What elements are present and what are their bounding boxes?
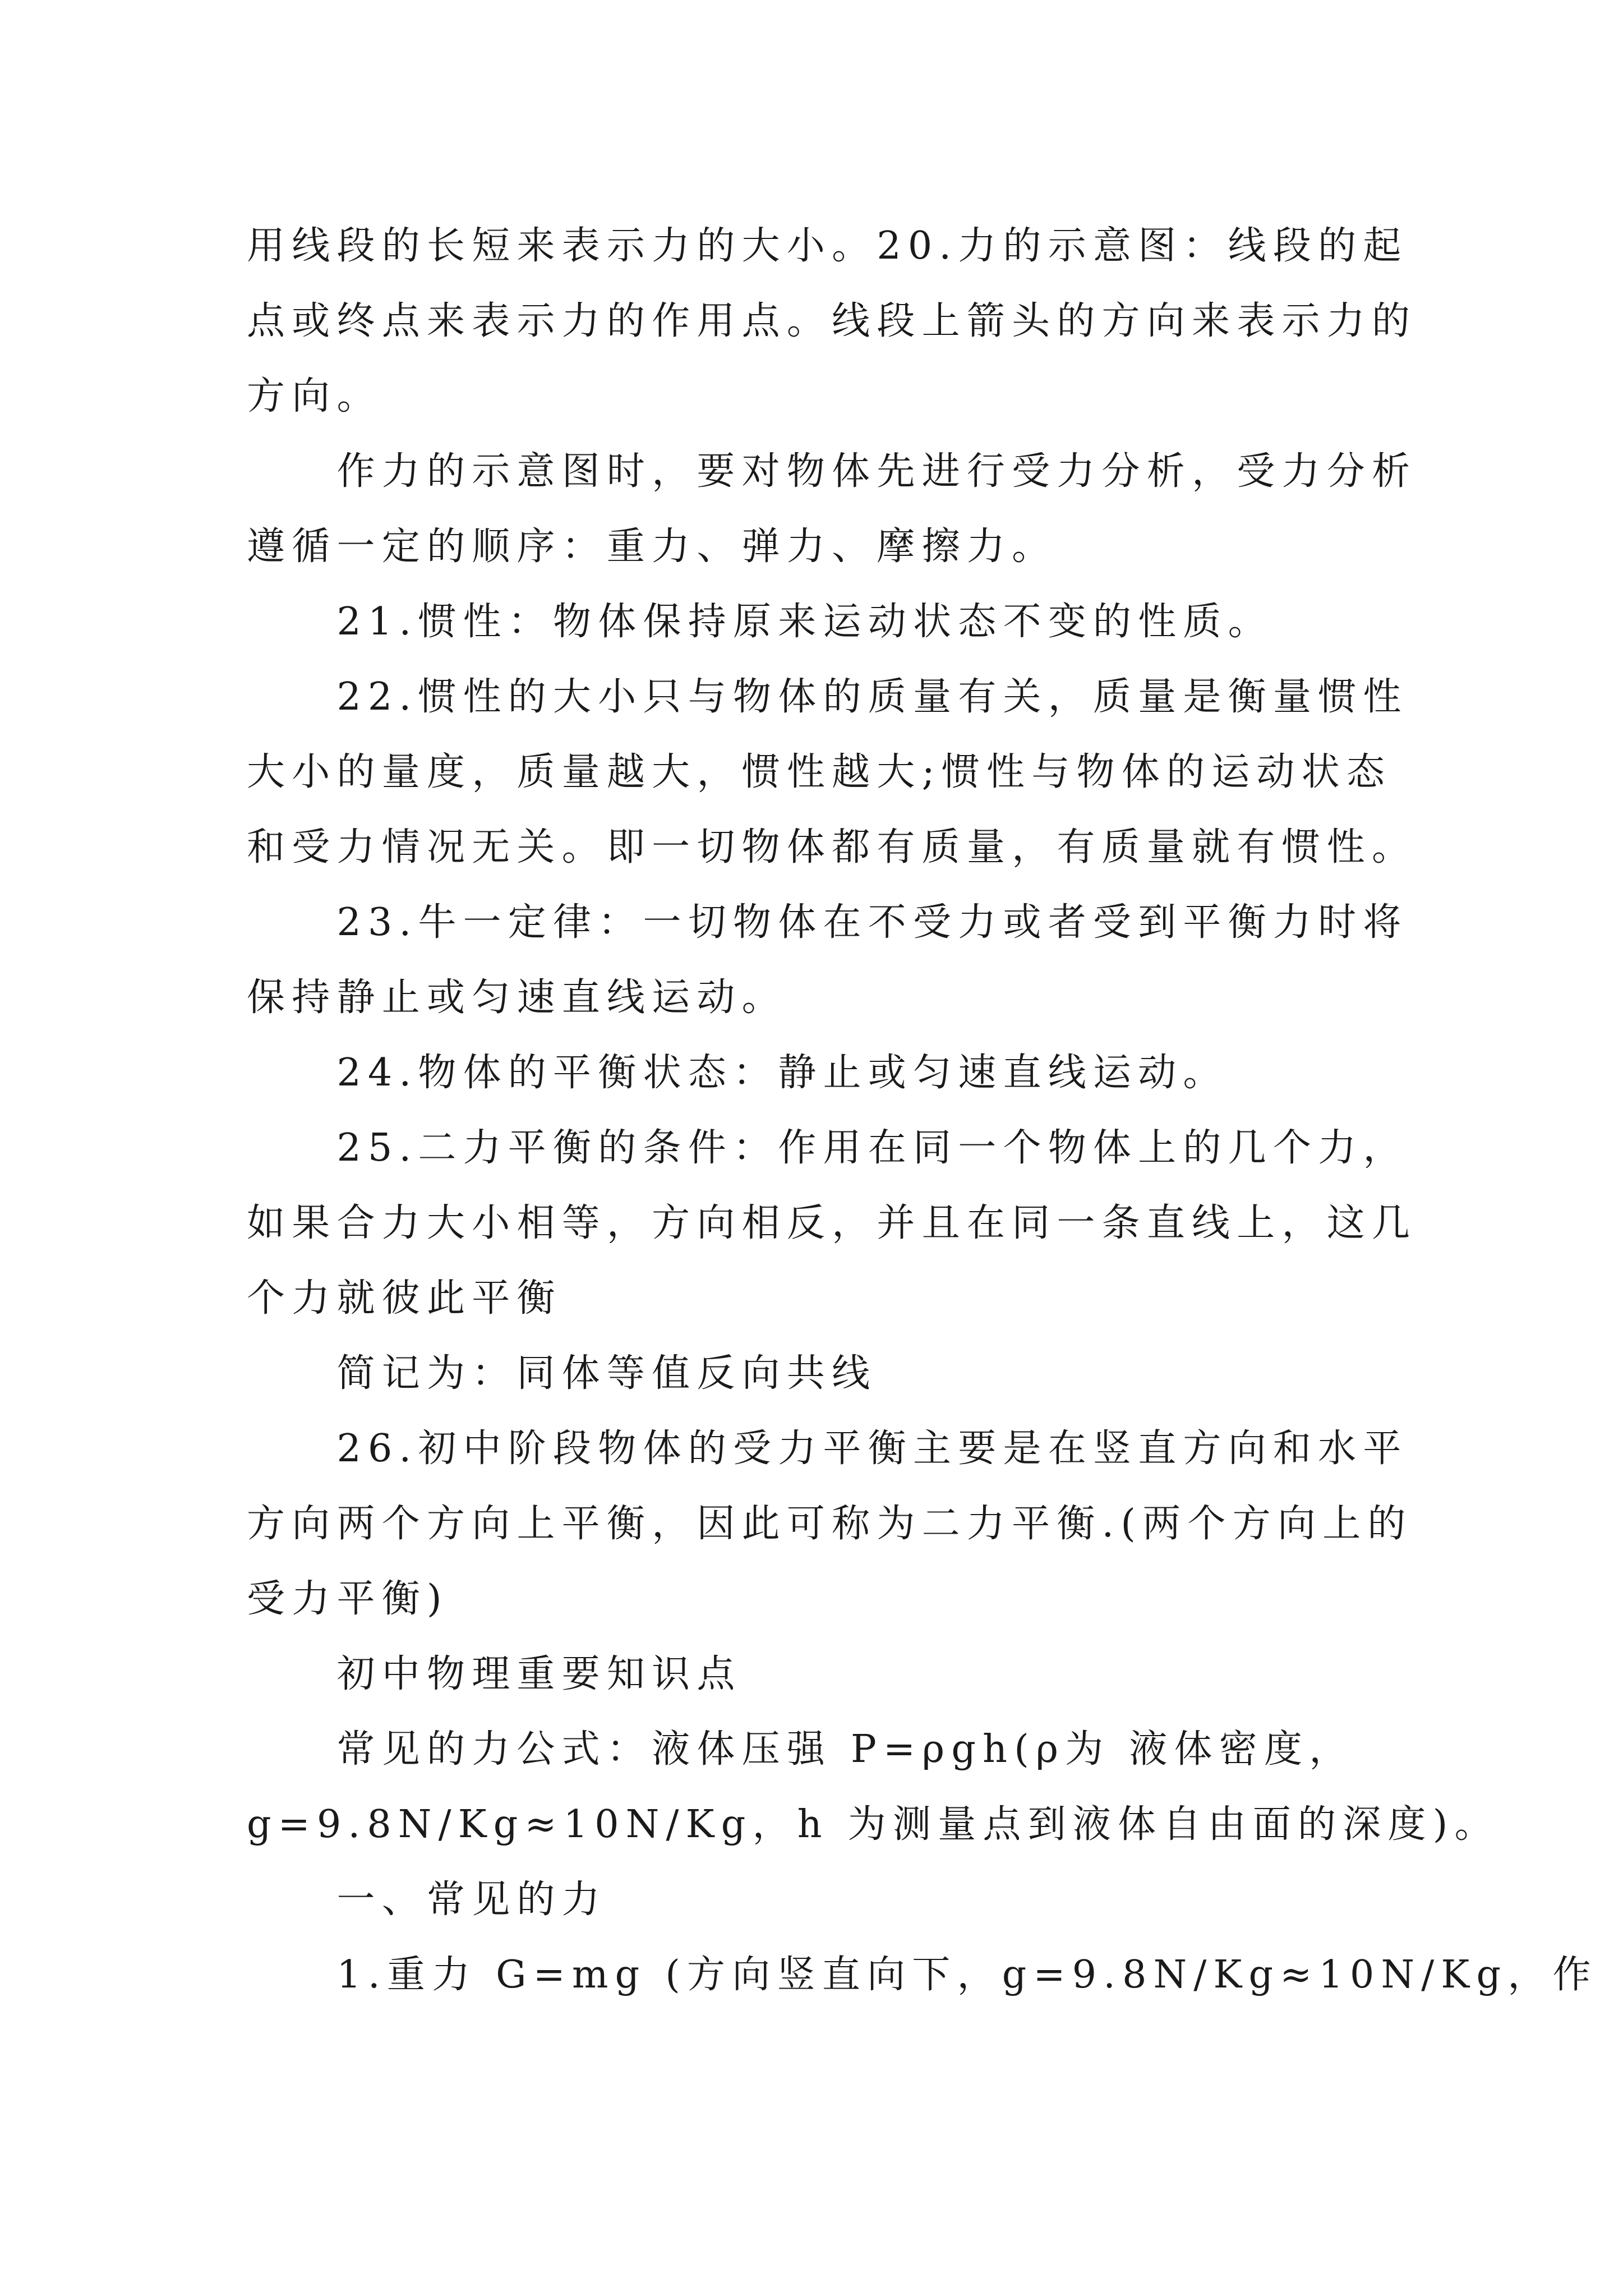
paragraph bbox=[247, 660, 1417, 885]
text-line: 24.物体的平衡状态：静止或匀速直线运动。 bbox=[336, 1051, 1228, 1095]
paragraph bbox=[247, 1036, 1391, 1111]
paragraph bbox=[247, 885, 1408, 1036]
text-line: 用线段的长短来表示力的大小。20.力的示意图：线段的起 bbox=[247, 224, 1408, 268]
text-line: 和受力情况无关。即一切物体都有质量，有质量就有惯性。 bbox=[247, 825, 1417, 869]
text-line: 大小的量度，质量越大，惯性越大;惯性与物体的运动状态 bbox=[247, 750, 1392, 794]
text-line: 26.初中阶段物体的受力平衡主要是在竖直方向和水平 bbox=[336, 1427, 1408, 1471]
paragraph bbox=[247, 1336, 1391, 1411]
paragraph bbox=[247, 434, 1417, 585]
text-line: 方向两个方向上平衡，因此可称为二力平衡.(两个方向上的 bbox=[247, 1502, 1413, 1546]
text-line: 作力的示意图时，要对物体先进行受力分析，受力分析 bbox=[336, 449, 1417, 494]
paragraph bbox=[247, 1411, 1413, 1637]
text-line: 保持静止或匀速直线运动。 bbox=[247, 976, 787, 1020]
section-heading: 一、常见的力 bbox=[336, 1878, 607, 1922]
text-line: 1.重力 G=mg (方向竖直向下，g=9.8N/Kg≈10N/Kg，作 bbox=[336, 1953, 1598, 1997]
paragraph bbox=[247, 1637, 1391, 1712]
paragraph bbox=[247, 585, 1391, 660]
text-line: 遵循一定的顺序：重力、弹力、摩擦力。 bbox=[247, 524, 1057, 569]
paragraph bbox=[247, 1862, 1391, 1938]
paragraph bbox=[247, 209, 1417, 434]
text-line: 点或终点来表示力的作用点。线段上箭头的方向来表示力的 bbox=[247, 299, 1417, 343]
text-line: 25.二力平衡的条件：作用在同一个物体上的几个力， bbox=[336, 1126, 1408, 1170]
text-line: 个力就彼此平衡 bbox=[247, 1276, 562, 1320]
section-heading: 初中物理重要知识点 bbox=[336, 1652, 742, 1696]
paragraph bbox=[247, 1111, 1417, 1336]
text-line: 23.牛一定律：一切物体在不受力或者受到平衡力时将 bbox=[336, 900, 1408, 945]
text-line: 方向。 bbox=[247, 374, 382, 418]
text-line: 21.惯性：物体保持原来运动状态不变的性质。 bbox=[336, 600, 1273, 644]
text-line: 常见的力公式：液体压强 P=ρgh(ρ为 液体密度， bbox=[336, 1727, 1354, 1772]
text-line: 受力平衡) bbox=[247, 1577, 449, 1621]
text-line: 如果合力大小相等，方向相反，并且在同一条直线上，这几 bbox=[247, 1201, 1417, 1245]
paragraph bbox=[247, 1712, 1500, 1862]
text-line: 22.惯性的大小只与物体的质量有关，质量是衡量惯性 bbox=[336, 675, 1408, 719]
paragraph bbox=[247, 1938, 1598, 2013]
text-line: g=9.8N/Kg≈10N/Kg，h 为测量点到液体自由面的深度)。 bbox=[247, 1802, 1500, 1847]
text-line: 简记为：同体等值反向共线 bbox=[336, 1351, 877, 1396]
document-page bbox=[247, 209, 1598, 2013]
